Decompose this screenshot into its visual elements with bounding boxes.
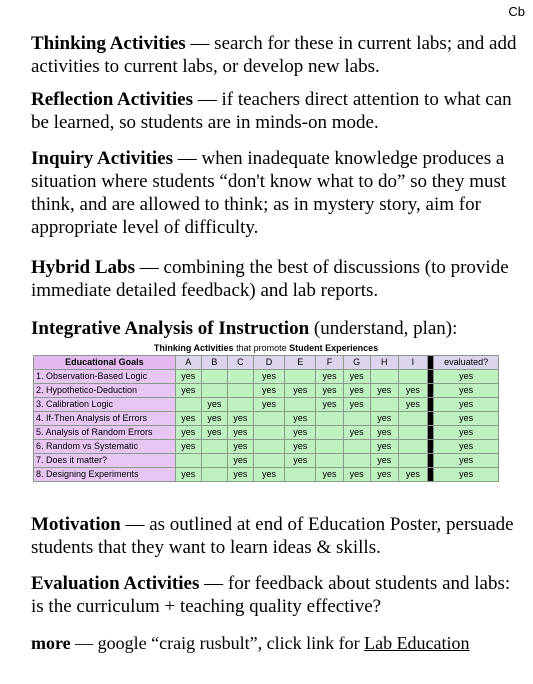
- activity-column-header: A: [175, 356, 201, 370]
- evaluated-cell: yes: [434, 398, 499, 412]
- activity-cell: [398, 440, 427, 454]
- paragraph-text: (understand, plan):: [309, 318, 458, 339]
- activity-cell: yes: [175, 412, 201, 426]
- activity-cell: yes: [285, 454, 316, 468]
- activity-cell: [398, 370, 427, 384]
- activity-cell: yes: [175, 440, 201, 454]
- evaluated-cell: yes: [434, 468, 499, 482]
- activity-column-header: B: [201, 356, 227, 370]
- activity-cell: [227, 398, 253, 412]
- paragraph-heading: Inquiry Activities: [31, 148, 173, 169]
- activity-cell: yes: [398, 468, 427, 482]
- paragraph-text: — if teachers direct attention to what can be learned, so students are in minds-on mode.: [31, 89, 512, 133]
- activity-cell: [253, 426, 284, 440]
- activity-cell: yes: [285, 412, 316, 426]
- table-header-row: [34, 356, 499, 370]
- goal-cell: 3. Calibration Logic: [34, 398, 176, 412]
- activity-cell: yes: [227, 440, 253, 454]
- activity-cell: yes: [227, 468, 253, 482]
- table-row: [34, 468, 499, 482]
- activity-cell: yes: [370, 454, 398, 468]
- integrative-analysis-paragraph: [31, 317, 526, 340]
- activity-cell: [316, 454, 343, 468]
- activity-cell: [285, 398, 316, 412]
- activity-cell: yes: [227, 412, 253, 426]
- activity-cell: [316, 426, 343, 440]
- evaluated-cell: yes: [434, 454, 499, 468]
- activity-column-header: E: [285, 356, 316, 370]
- evaluated-cell: yes: [434, 384, 499, 398]
- activity-cell: [253, 454, 284, 468]
- more-text: — google “craig rusbult”, click link for: [70, 633, 365, 653]
- thinking-activities-paragraph: [31, 32, 526, 78]
- table-row: [34, 370, 499, 384]
- activity-cell: [370, 398, 398, 412]
- activity-cell: [398, 412, 427, 426]
- activity-cell: yes: [227, 454, 253, 468]
- activity-column-header: D: [253, 356, 284, 370]
- paragraph-text: — search for these in current labs; and add activities to current labs, or develop new labs.: [31, 33, 517, 77]
- table-row: [34, 440, 499, 454]
- activity-cell: yes: [343, 398, 370, 412]
- activity-cell: yes: [316, 384, 343, 398]
- paragraph-heading: Hybrid Labs: [31, 257, 136, 278]
- goal-cell: 6. Random vs Systematic: [34, 440, 176, 454]
- activity-cell: [253, 440, 284, 454]
- activity-cell: [343, 440, 370, 454]
- activity-cell: yes: [201, 426, 227, 440]
- goals-column-header: Educational Goals: [34, 356, 176, 370]
- activity-column-header: H: [370, 356, 398, 370]
- activity-cell: [201, 384, 227, 398]
- evaluated-column-header: evaluated?: [434, 356, 499, 370]
- activity-cell: [370, 370, 398, 384]
- activity-cell: yes: [370, 440, 398, 454]
- paragraph-text: — as outlined at end of Education Poster, persuade students that they want to learn ideas & skills.: [31, 514, 514, 558]
- table-row: [34, 384, 499, 398]
- activity-cell: yes: [253, 468, 284, 482]
- activity-cell: yes: [370, 468, 398, 482]
- activity-cell: yes: [370, 412, 398, 426]
- activity-cell: yes: [285, 426, 316, 440]
- inquiry-activities-paragraph: [31, 147, 526, 239]
- activity-cell: [398, 426, 427, 440]
- activity-cell: [343, 454, 370, 468]
- activity-cell: [343, 412, 370, 426]
- hybrid-labs-paragraph: [31, 256, 526, 302]
- lab-education-link[interactable]: Lab Education: [364, 633, 470, 653]
- table-row: [34, 426, 499, 440]
- activity-column-header: F: [316, 356, 343, 370]
- activity-cell: yes: [253, 370, 284, 384]
- activity-cell: [285, 468, 316, 482]
- paragraph-heading: Evaluation Activities: [31, 573, 200, 594]
- activity-cell: [227, 384, 253, 398]
- activity-cell: yes: [316, 468, 343, 482]
- activity-cell: yes: [285, 384, 316, 398]
- goals-activities-table: [33, 341, 499, 482]
- table-row: [34, 398, 499, 412]
- activity-column-header: C: [227, 356, 253, 370]
- activity-cell: yes: [343, 426, 370, 440]
- activity-cell: yes: [370, 384, 398, 398]
- goal-cell: 5. Analysis of Random Errors: [34, 426, 176, 440]
- table-row: [34, 412, 499, 426]
- activity-cell: [201, 440, 227, 454]
- goal-cell: 8. Designing Experiments: [34, 468, 176, 482]
- activity-cell: [253, 412, 284, 426]
- paragraph-text: — when inadequate knowledge produces a situation where students “don't know what to do” so they must think, and are allowed to think; as in mystery story, aim for appropriate level of difficulty.: [31, 148, 507, 238]
- activity-cell: [398, 454, 427, 468]
- activity-column-header: I: [398, 356, 427, 370]
- activity-cell: yes: [201, 412, 227, 426]
- paragraph-heading: Thinking Activities: [31, 33, 186, 54]
- more-heading: more: [31, 633, 71, 653]
- activity-cell: [227, 370, 253, 384]
- activity-cell: [201, 454, 227, 468]
- activity-cell: yes: [285, 440, 316, 454]
- activity-cell: yes: [175, 426, 201, 440]
- caption-suffix: Student Experiences: [289, 342, 379, 353]
- reflection-activities-paragraph: [31, 88, 526, 134]
- evaluated-cell: yes: [434, 370, 499, 384]
- paragraph-heading: Reflection Activities: [31, 89, 193, 110]
- paragraph-heading: Integrative Analysis of Instruction: [31, 318, 310, 339]
- activity-cell: yes: [343, 468, 370, 482]
- goal-cell: 1. Observation-Based Logic: [34, 370, 176, 384]
- evaluated-cell: yes: [434, 440, 499, 454]
- activity-cell: yes: [370, 426, 398, 440]
- paragraph-heading: Motivation: [31, 514, 121, 535]
- activity-cell: yes: [227, 426, 253, 440]
- page-corner-label: Cb: [508, 4, 525, 19]
- goal-cell: 7. Does it matter?: [34, 454, 176, 468]
- more-paragraph: [31, 632, 526, 655]
- activity-column-header: G: [343, 356, 370, 370]
- motivation-paragraph: [31, 513, 526, 559]
- caption-middle: that promote: [233, 342, 290, 353]
- activity-cell: [201, 370, 227, 384]
- activity-cell: [175, 398, 201, 412]
- activity-cell: [201, 468, 227, 482]
- paragraph-text: — combining the best of discussions (to provide immediate detailed feedback) and lab reports.: [31, 257, 509, 301]
- activity-cell: yes: [398, 398, 427, 412]
- activity-cell: [285, 370, 316, 384]
- activity-cell: yes: [398, 384, 427, 398]
- activity-cell: yes: [316, 370, 343, 384]
- activity-cell: yes: [343, 384, 370, 398]
- activity-cell: yes: [201, 398, 227, 412]
- activity-cell: yes: [253, 398, 284, 412]
- activity-cell: yes: [316, 398, 343, 412]
- evaluation-activities-paragraph: [31, 572, 526, 618]
- activity-cell: yes: [253, 384, 284, 398]
- activity-cell: yes: [175, 384, 201, 398]
- goal-cell: 2. Hypothetico-Deduction: [34, 384, 176, 398]
- activity-cell: yes: [343, 370, 370, 384]
- activity-cell: [316, 412, 343, 426]
- table-caption: [34, 341, 499, 356]
- activity-cell: yes: [175, 370, 201, 384]
- evaluated-cell: yes: [434, 412, 499, 426]
- activity-cell: [316, 440, 343, 454]
- caption-prefix: Thinking Activities: [153, 342, 234, 353]
- activity-cell: [175, 454, 201, 468]
- paragraph-text: — for feedback about students and labs: is the curriculum + teaching quality effective?: [31, 573, 511, 617]
- evaluated-cell: yes: [434, 426, 499, 440]
- goal-cell: 4. If-Then Analysis of Errors: [34, 412, 176, 426]
- table-row: [34, 454, 499, 468]
- activity-cell: yes: [175, 468, 201, 482]
